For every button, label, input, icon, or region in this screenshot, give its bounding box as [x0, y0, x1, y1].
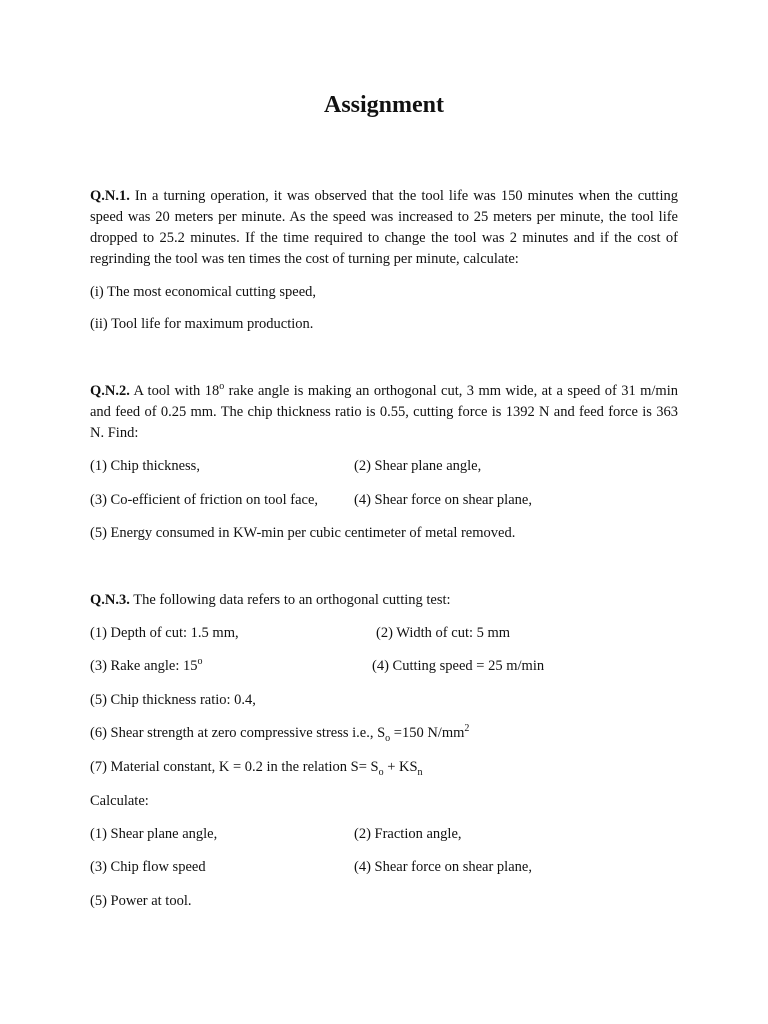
- calculate-label: Calculate:: [90, 793, 149, 809]
- question-2-text-b: rake angle is making an orthogonal cut, 3 mm wide, at a speed of 31 m/min and feed of 0.25 mm. The chip thickness ratio is 0.55, cutting force is 1392 N and feed force is 363 N. Find:: [90, 383, 678, 441]
- data-item-5: (5) Chip thickness ratio: 0.4,: [90, 692, 256, 708]
- subscript-o: o: [378, 766, 384, 778]
- question-2-row-2: [90, 490, 678, 510]
- question-1-item-2: (ii) Tool life for maximum production.: [90, 316, 314, 332]
- question-3-row-2: [90, 656, 678, 676]
- data-item-6-text-a: (6) Shear strength at zero compressive stress i.e., S: [90, 725, 386, 741]
- data-item-1: (1) Depth of cut: 1.5 mm,: [90, 625, 239, 641]
- data-item-3: [90, 658, 203, 674]
- calc-item-3: (3) Chip flow speed: [90, 859, 206, 875]
- calc-item-4: (4) Shear force on shear plane,: [354, 859, 532, 875]
- question-3: [90, 590, 678, 610]
- data-item-7: [90, 757, 678, 777]
- question-1-text: In a turning operation, it was observed that the tool life was 150 minutes when the cutting speed was 20 meters per minute. As the speed was increased to 25 meters per minute, the tool life dropped to 25.2 minutes. If the time required to change the tool was 2 minutes and if the cost of regrinding the tool was ten times the cost of turning per minute, calculate:: [90, 188, 678, 267]
- question-3-row-4: [90, 857, 678, 877]
- data-item-3-text: (3) Rake angle: 15: [90, 658, 198, 674]
- superscript-2: 2: [464, 723, 470, 735]
- question-3-label: Q.N.3.: [90, 592, 130, 608]
- subscript-o: o: [385, 732, 391, 744]
- data-item-6: [90, 723, 678, 743]
- question-2-item-4: (4) Shear force on shear plane,: [354, 492, 532, 508]
- page-title: Assignment: [323, 92, 444, 118]
- data-item-4: (4) Cutting speed = 25 m/min: [372, 658, 545, 674]
- data-item-2: (2) Width of cut: 5 mm: [376, 625, 511, 641]
- question-1-item-1: (i) The most economical cutting speed,: [90, 284, 317, 300]
- data-item-6-text-b: =150 N/mm: [390, 725, 465, 741]
- calc-item-1: (1) Shear plane angle,: [90, 826, 218, 842]
- question-2-row-1: [90, 456, 678, 476]
- question-2-item-3: (3) Co-efficient of friction on tool face,: [90, 492, 319, 508]
- question-3-row-1: [90, 623, 678, 643]
- data-item-7-text-a: (7) Material constant, K = 0.2 in the relation S= S: [90, 759, 379, 775]
- question-3-text: The following data refers to an orthogonal cutting test:: [133, 592, 451, 608]
- question-2-item-2: (2) Shear plane angle,: [354, 458, 482, 474]
- question-2-item-5: (5) Energy consumed in KW-min per cubic centimeter of metal removed.: [90, 525, 516, 541]
- question-1-label: Q.N.1.: [90, 188, 130, 204]
- calc-item-2: (2) Fraction angle,: [354, 826, 462, 842]
- question-2: [90, 381, 678, 444]
- degree-mark: o: [219, 381, 225, 393]
- question-2-text-a: A tool with 18: [133, 383, 220, 399]
- question-2-label: Q.N.2.: [90, 383, 130, 399]
- degree-mark: o: [197, 656, 203, 668]
- question-3-row-3: [90, 824, 678, 844]
- data-item-7-text-b: + KS: [383, 759, 418, 775]
- subscript-n: n: [417, 766, 423, 778]
- calc-item-5: (5) Power at tool.: [90, 893, 192, 909]
- question-2-item-1: (1) Chip thickness,: [90, 458, 200, 474]
- question-1: [90, 186, 678, 270]
